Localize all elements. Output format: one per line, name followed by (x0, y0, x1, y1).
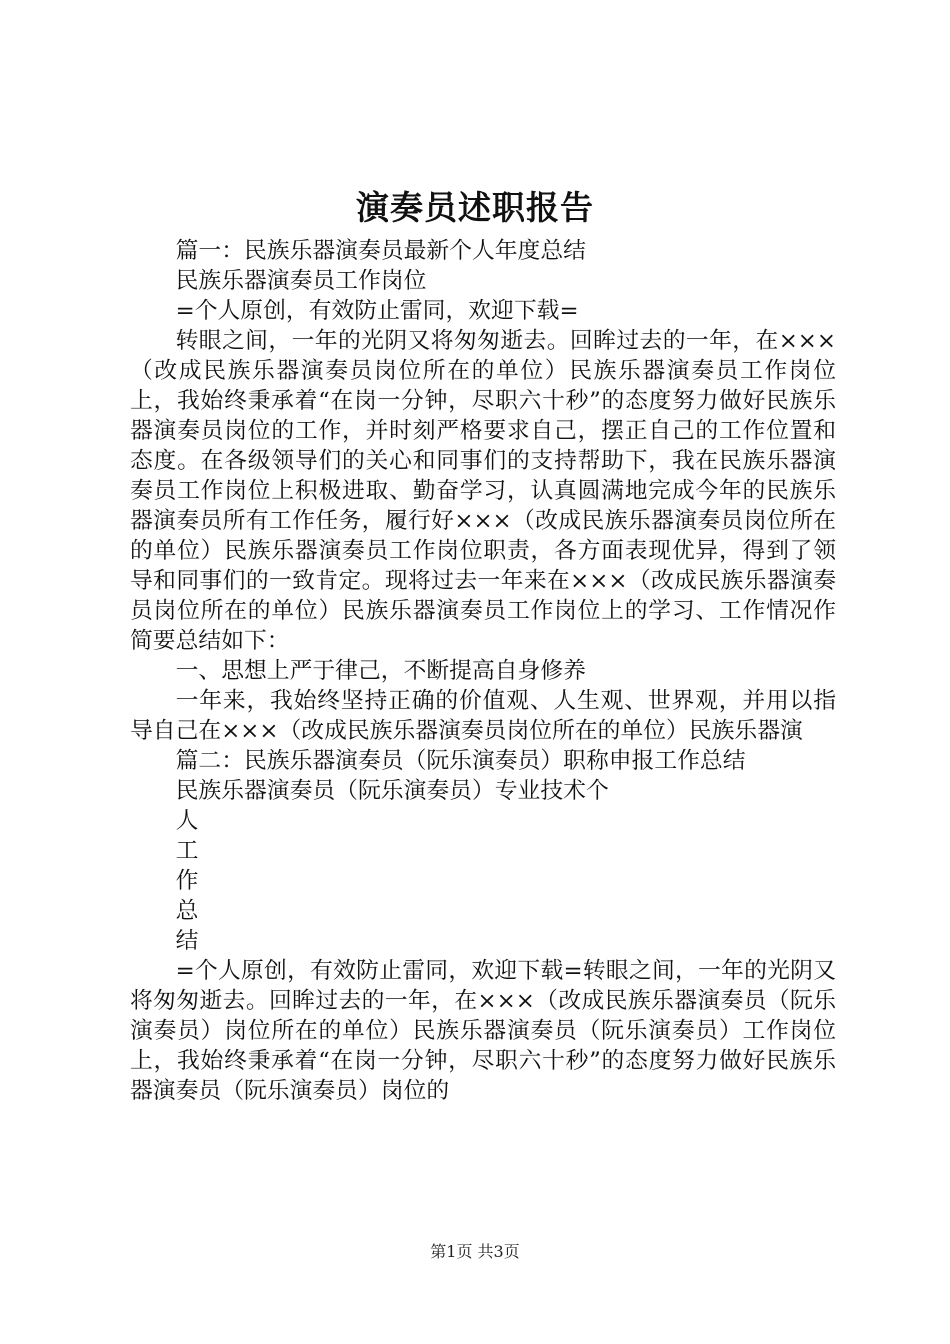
paragraph: =个人原创，有效防止雷同，欢迎下载= (175, 298, 579, 324)
paragraph: 一年来，我始终坚持正确的价值观、人生观、世界观，并用以指导自己在×××（改成民族乐器演奏员岗位所在的单位）民族乐器演 (130, 688, 836, 744)
paragraph: 民族乐器演奏员工作岗位 (175, 268, 427, 294)
vertical-char: 总 (175, 898, 199, 924)
vertical-char: 人 (175, 808, 199, 834)
vertical-char: 工 (175, 838, 199, 864)
paragraph: 民族乐器演奏员（阮乐演奏员）专业技术个 (175, 778, 609, 804)
vertical-char: 作 (175, 868, 199, 894)
paragraph: =个人原创，有效防止雷同，欢迎下载=转眼之间，一年的光阴又将匆匆逝去。回眸过去的一年，在×××（改成民族乐器演奏员（阮乐演奏员）岗位所在的单位）民族乐器演奏员（阮乐演奏员）工作岗位上，我始终秉承着“在岗一分钟，尽职六十秒”的态度努力做好民族乐器演奏员（阮乐演奏员）岗位的 (130, 958, 836, 1104)
paragraph: 转眼之间，一年的光阴又将匆匆逝去。回眸过去的一年，在×××（改成民族乐器演奏员岗位所在的单位）民族乐器演奏员工作岗位上，我始终秉承着“在岗一分钟，尽职六十秒”的态度努力做好民族乐器演奏员岗位的工作，并时刻严格要求自己，摆正自己的工作位置和态度。在各级领导们的关心和同事们的支持帮助下，我在民族乐器演奏员工作岗位上积极进取、勤奋学习，认真圆满地完成今年的民族乐器演奏员所有工作任务，履行好×××（改成民族乐器演奏员岗位所在的单位）民族乐器演奏员工作岗位职责，各方面表现优异，得到了领导和同事们的一致肯定。现将过去一年来在×××（改成民族乐器演奏员岗位所在的单位）民族乐器演奏员工作岗位上的学习、工作情况作简要总结如下： (130, 328, 836, 654)
page-footer: 第1页 共3页 (430, 1242, 520, 1261)
paragraph: 篇二：民族乐器演奏员（阮乐演奏员）职称申报工作总结 (175, 748, 746, 774)
paragraph: 篇一：民族乐器演奏员最新个人年度总结 (175, 238, 586, 264)
document-title: 演奏员述职报告 (356, 188, 594, 227)
vertical-char: 结 (175, 928, 199, 954)
document-body (130, 236, 836, 1106)
paragraph: 一、思想上严于律己，不断提高自身修养 (175, 658, 586, 684)
